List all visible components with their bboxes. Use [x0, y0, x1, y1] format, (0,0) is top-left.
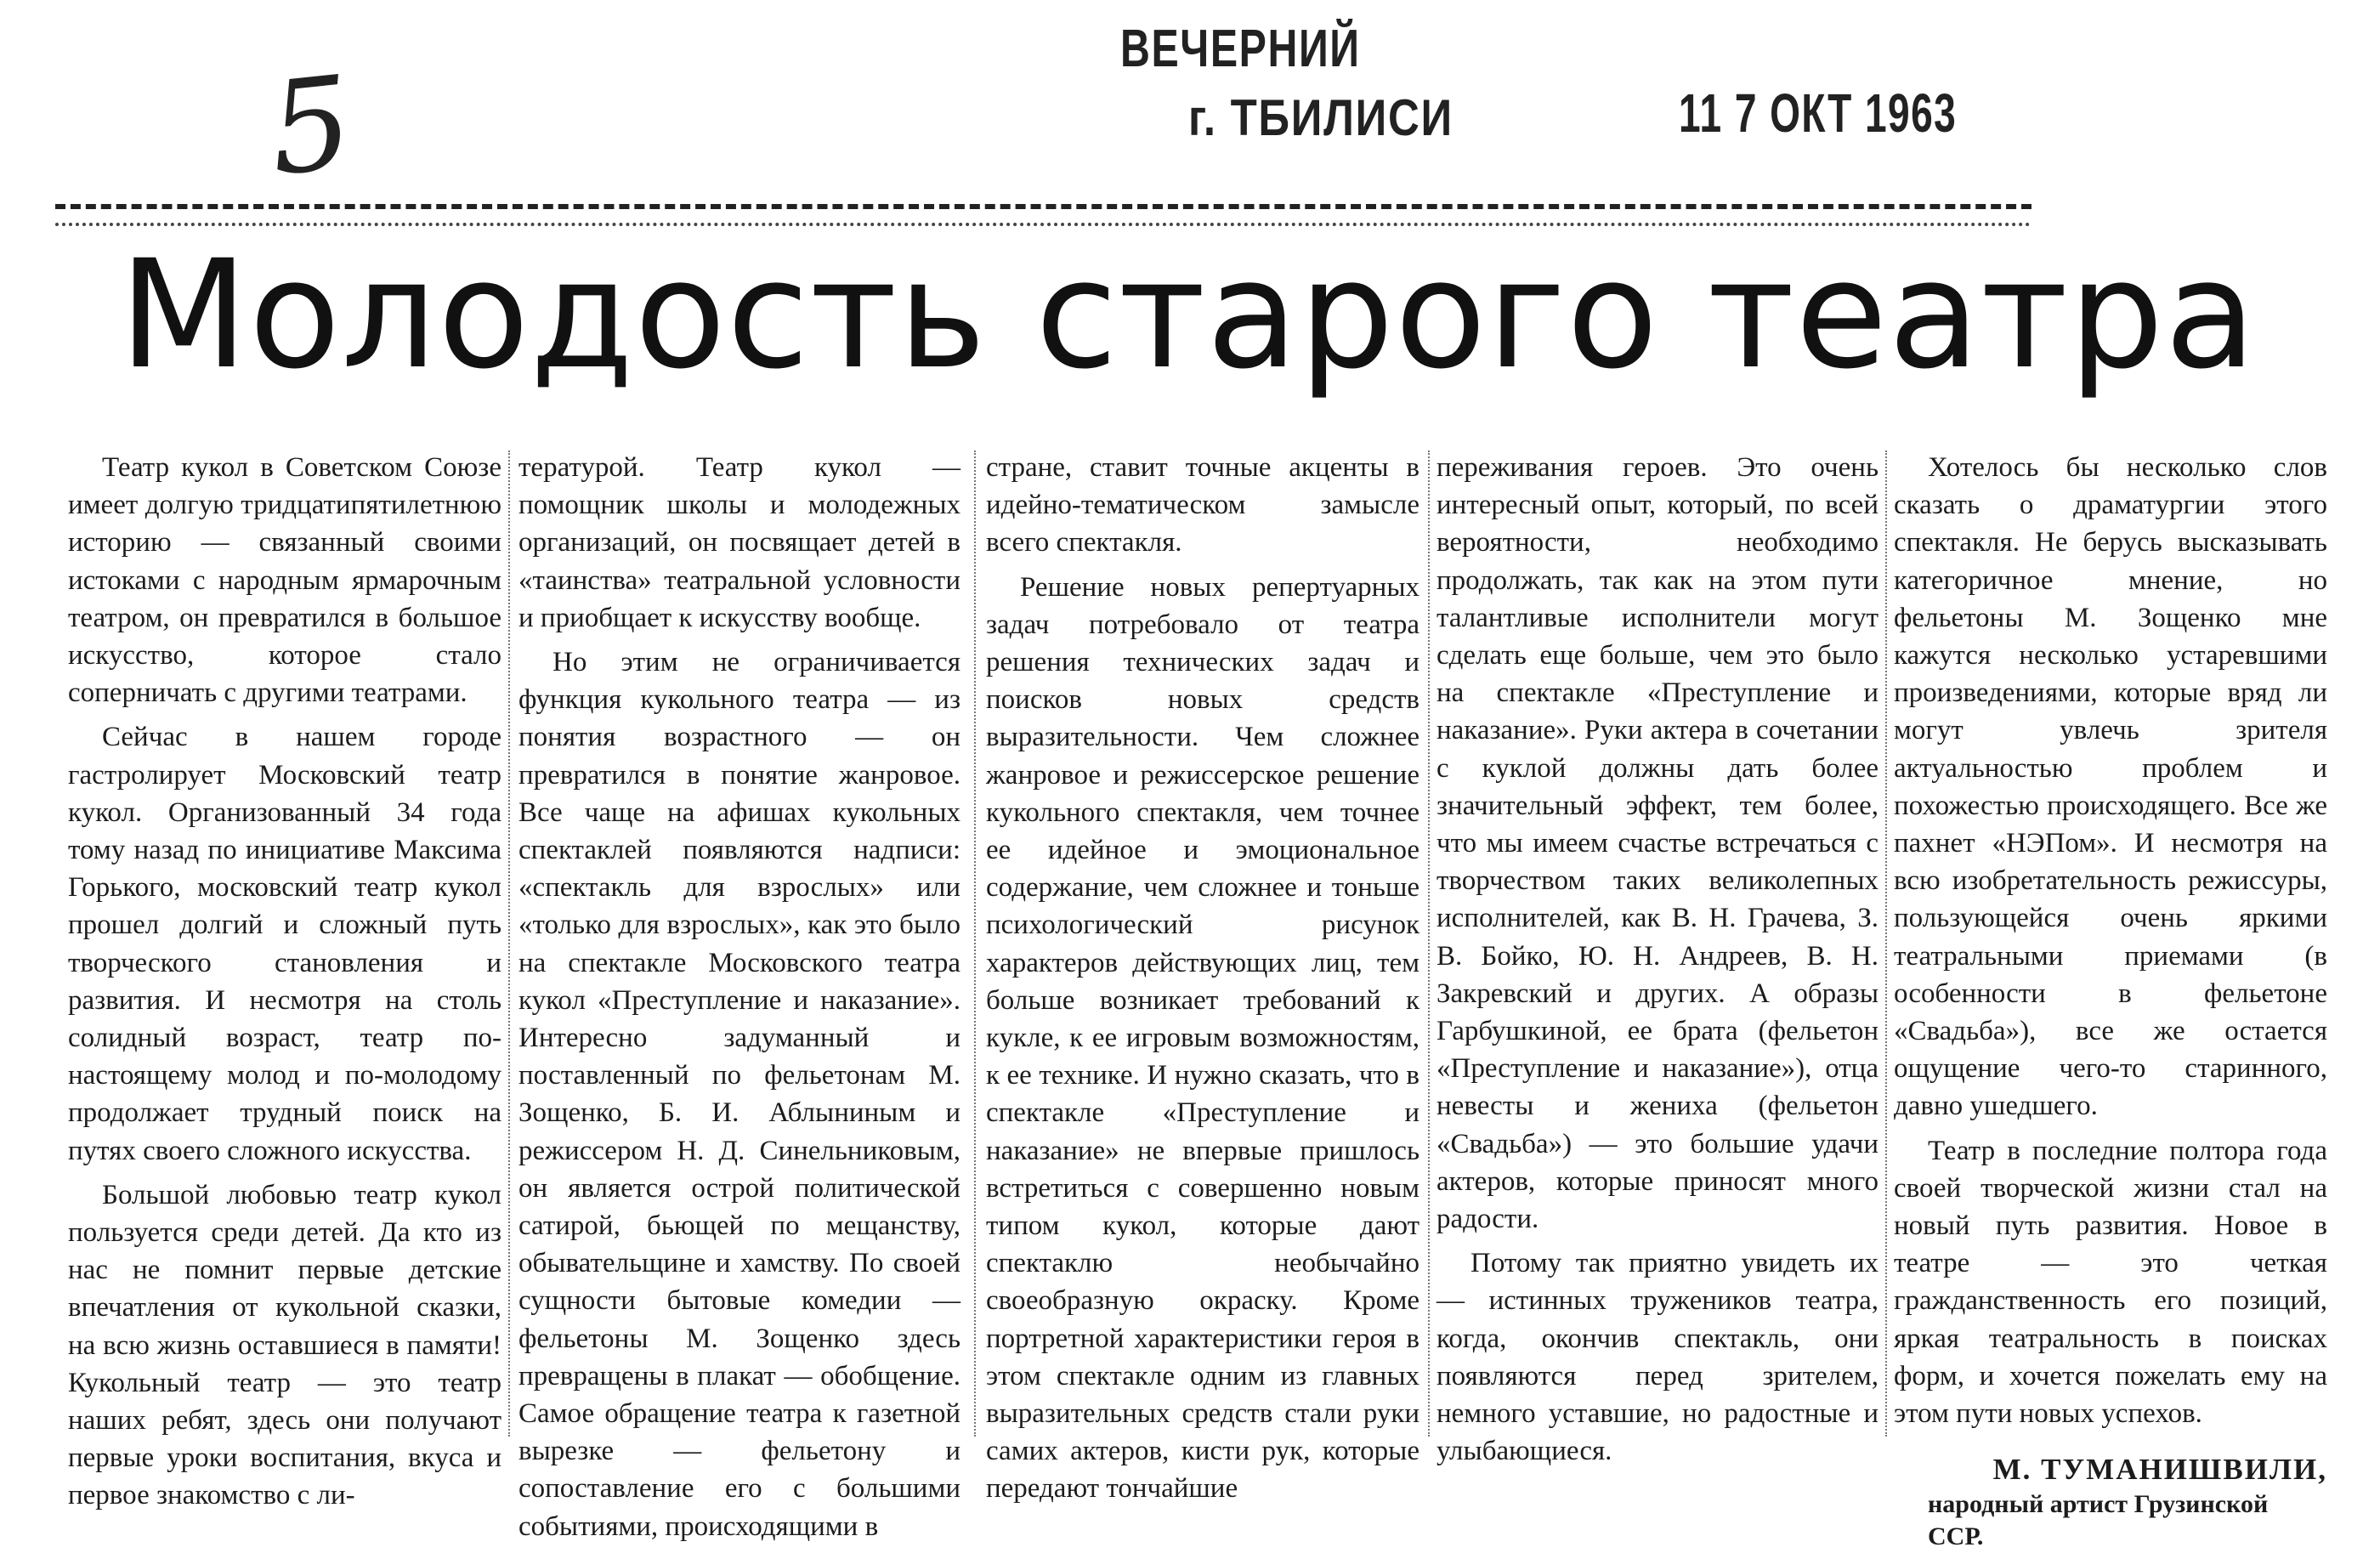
paragraph: Потому так приятно увидеть их — истинных тружеников театра, когда, окончив спектакль, они появляются перед зрителем, немного уставшие, но радостные и улыбающиеся. — [1436, 1248, 1878, 1467]
column-divider — [1428, 451, 1430, 1437]
header-divider-dotted — [55, 223, 2032, 226]
article-title: Молодость старого театра — [119, 228, 2258, 402]
column-divider — [1885, 451, 1887, 1437]
newspaper-name-stamp: ВЕЧЕРНИЙ — [1120, 20, 1361, 78]
author-name: М. ТУМАНИШВИЛИ, — [1992, 1453, 2327, 1487]
article-column-4 — [1436, 449, 1878, 1467]
article-column-3 — [986, 449, 1420, 1505]
header-divider — [55, 204, 2032, 209]
paragraph: Сейчас в нашем городе гастролирует Московский театр кукол. Организованный 34 года тому назад по инициативе Максима Горького, московский театр кукол прошел долгий и сложный путь творческого становления и развития. И несмотря на столь солидный возраст, театр по-настоящему молод и по-молодому продолжает трудный поиск на путях своего сложного искусства. — [68, 722, 502, 1166]
article-column-1 — [68, 449, 502, 1511]
paragraph: стране, ставит точные акценты в идейно-тематическом замысле всего спектакля. — [986, 452, 1420, 558]
paragraph: Хотелось бы несколько слов сказать о драматургии этого спектакля. Не берусь высказывать категоричное мнение, но фельетоны М. Зощенко мне кажутся несколько устаревшими произведениями, которые вряд ли могут увлечь зрителя актуальностью проблем и похожестью происходящего. Все же пахнет «НЭПом». И несмотря на всю изобретательность режиссуры, пользующейся очень яркими театральными приемами (в особенности в фельетоне «Свадьба»), все же остается ощущение чего-то старинного, давно ушедшего. — [1894, 452, 2327, 1122]
paragraph: Решение новых репертуарных задач потребовало от театра решения технических задач и поисков новых средств выразительности. Чем сложнее жанровое и режиссерское решение кукольного спектакля, чем точнее ее идейное и эмоциональное содержание, чем сложнее и тоньше психологический рисунок характеров действующих лиц, тем больше возникает требований к кукле, к ее игровым возможностям, к ее технике. И нужно сказать, что в спектакле «Преступление и наказание» не впервые пришлось встретиться с совершенно новым типом кукол, которые дают спектаклю необычайно своеобразную окраску. Кроме портретной характеристики героя в этом спектакле одним из главных выразительных средств стали руки самих актеров, кисти рук, которые передают тончайшие — [986, 571, 1420, 1505]
paragraph: Театр в последние полтора года своей творческой жизни стал на новый путь развития. Новое в театре — это четкая гражданственность его позиций, яркая театральность в поисках форм, и хочется пожелать ему на этом пути новых успехов. — [1894, 1135, 2327, 1430]
column-divider — [508, 451, 510, 1437]
paragraph: переживания героев. Это очень интересный опыт, который, по всей вероятности, необходимо продолжать, так как на этом пути талантливые исполнители могут сделать еще больше, чем это было на спектакле «Преступление и наказание». Руки актера в сочетании с куклой должны дать более значительный эффект, тем более, что мы имеем счастье встречаться с творчеством таких великолепных исполнителей, как В. Н. Грачева, З. В. Бойко, Ю. Н. Андреев, В. Н. Закревский и других. А образы Гарбушкиной, ее брата (фельетон «Преступление и наказание»), отца невесты и жениха (фельетон «Свадьба») — это большие удачи актеров, которые приносят много радости. — [1436, 452, 1878, 1235]
article-column-5 — [1894, 449, 2327, 1551]
handwritten-page-number: 5 — [263, 48, 360, 205]
paragraph: тературой. Театр кукол — помощник школы и молодежных организаций, он посвящает детей в «таинства» театральной условности и приобщает к искусству вообще. — [518, 452, 960, 633]
article-column-2 — [518, 449, 960, 1542]
paragraph: Театр кукол в Советском Союзе имеет долгую тридцатипятилетнюю историю — связанный своими истоками с народным ярмарочным театром, он превратился в большое искусство, которое стало соперничать с другими театрами. — [68, 452, 502, 709]
city-stamp: г. ТБИЛИСИ — [1188, 89, 1454, 146]
column-divider — [974, 451, 976, 1437]
paragraph: Большой любовью театр кукол пользуется среди детей. Да кто из нас не помнит первые детские впечатления от кукольной сказки, на всю жизнь оставшиеся в памяти! Кукольный театр — это театр наших ребят, здесь они получают первые уроки воспитания, вкуса и первое знакомство с ли- — [68, 1179, 502, 1511]
paragraph: Но этим не ограничивается функция кукольного театра — из понятия возрастного — он превратился в понятие жанровое. Все чаще на афишах кукольных спектаклей появляются надписи: «спектакль для взрослых» или «только для взрослых», как это было на спектакле Московского театра кукол «Преступление и наказание». Интересно задуманный и поставленный по фельетонам М. Зощенко, Б. И. Аблыниным и режиссером Н. Д. Синельниковым, он является острой политической сатирой, бьющей по мещанству, обывательщине и хамству. По своей сущности бытовые комедии — фельетоны М. Зощенко здесь превращены в плакат — обобщение. Самое обращение театра к газетной вырезке — фельетону и сопоставление его с большими событиями, происходящими в — [518, 647, 960, 1542]
author-title: народный артист Грузинской ССР. — [1928, 1490, 2269, 1551]
date-stamp: 11 7 ОКТ 1963 — [1679, 82, 1958, 144]
